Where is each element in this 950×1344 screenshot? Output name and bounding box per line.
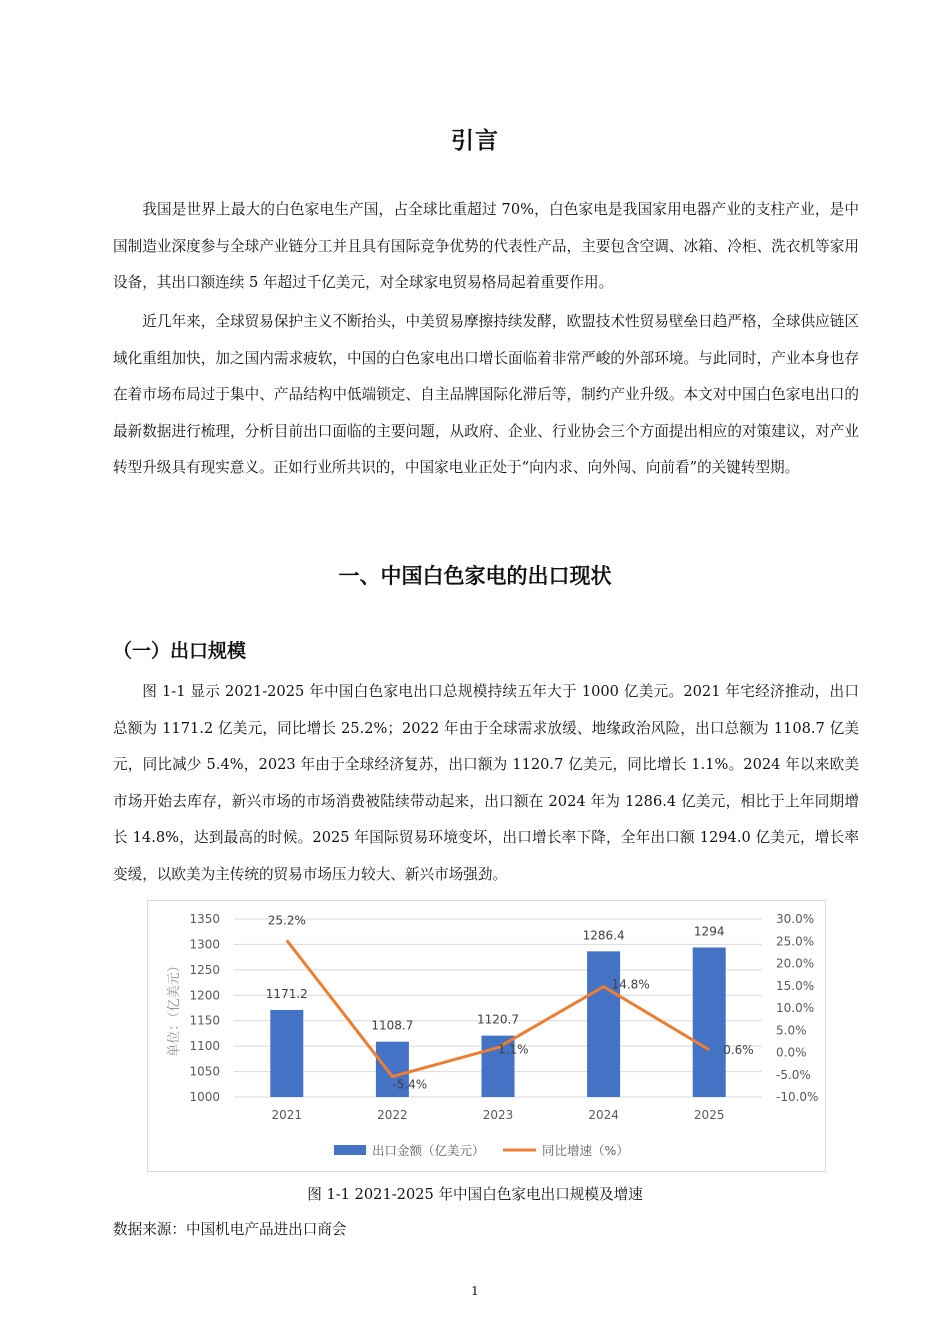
data-source: 数据来源：中国机电产品进出口商会	[113, 1221, 347, 1238]
line-point	[286, 940, 287, 941]
y2-tick-label: 30.0%	[776, 912, 815, 926]
y2-tick-label: 10.0%	[776, 1001, 815, 1015]
x-tick-label: 2022	[377, 1108, 408, 1122]
x-tick-label: 2025	[693, 1108, 725, 1122]
bar-data-label: 1171.2	[265, 986, 308, 1001]
y2-tick-label: -10.0%	[776, 1090, 819, 1104]
line-point	[603, 986, 604, 987]
bar-data-label: 1294	[693, 924, 725, 939]
y-tick-label: 1000	[189, 1090, 220, 1104]
bar	[587, 951, 620, 1097]
bar	[693, 947, 726, 1097]
legend-bar-label: 出口金额（亿美元）	[372, 1143, 485, 1158]
line-point	[709, 1049, 710, 1050]
y-tick-label: 1300	[189, 937, 220, 952]
bar	[270, 1010, 303, 1097]
y2-tick-label: 25.0%	[776, 934, 815, 949]
intro-paragraph-2: 近几年来，全球贸易保护主义不断抬头，中美贸易摩擦持续发酵，欧盟技术性贸易壁垒日趋严格，全球供应链区域化重组加快，加之国内需求疲软，中国的白色家电出口增长面临着非常严峻的外部环境。与此同时，产业本身也存在着市场布局过于集中、产品结构中低端锁定、自主品牌国际化滞后等，制约产业升级。本文对中国白色家电出口的最新数据进行梳理，分析目前出口面临的主要问题，从政府、企业、行业协会三个方面提出相应的对策建议，对产业转型升级具有现实意义。正如行业所共识的，中国家电业正处于“向内求、向外闯、向前看”的关键转型期。	[113, 313, 859, 476]
bar-data-label: 1286.4	[582, 928, 625, 943]
legend-line-label: 同比增速（%）	[542, 1143, 629, 1158]
chart-frame	[147, 900, 826, 1172]
page-title: 引言	[451, 128, 499, 154]
y2-tick-label: 5.0%	[776, 1023, 807, 1038]
y-tick-label: 1050	[189, 1064, 220, 1079]
bar-data-label: 1120.7	[477, 1012, 519, 1027]
section-title: 一、中国白色家电的出口现状	[338, 564, 612, 588]
x-tick-label: 2024	[588, 1108, 619, 1122]
y-tick-label: 1200	[189, 988, 220, 1003]
y2-tick-label: 20.0%	[776, 956, 815, 971]
y-axis-label: 单位：（亿美元）	[167, 959, 182, 1057]
y-tick-label: 1350	[189, 912, 220, 926]
subsection-title: （一）出口规模	[113, 640, 247, 662]
intro-paragraph-1: 我国是世界上最大的白色家电生产国，占全球比重超过 70%，白色家电是我国家用电器产业的支柱产业，是中国制造业深度参与全球产业链分工并且具有国际竞争优势的代表性产品，主要包含空调、冰箱、冷柜、洗衣机等家用设备，其出口额连续 5 年超过千亿美元，对全球家电贸易格局起着重要作用。	[113, 201, 859, 291]
y-tick-label: 1100	[189, 1039, 220, 1054]
y2-tick-label: -5.0%	[776, 1067, 811, 1082]
y2-tick-label: 15.0%	[776, 978, 815, 993]
export-scale-paragraph: 图 1-1 显示 2021-2025 年中国白色家电出口总规模持续五年大于 1000 亿美元。2021 年宅经济推动，出口总额为 1171.2 亿美元，同比增长 25.2%；2022 年由于全球需求放缓、地缘政治风险，出口总额为 1108.7 亿美元，同比减少 5.4%，2023 年由于全球经济复苏，出口额为 1120.7 亿美元，同比增长 1.1%。2024 年以来欧美市场开始去库存，新兴市场的市场消费被陆续带动起来，出口额在 2024 年为 1286.4 亿美元，相比于上年同期增长 14.8%，达到最高的时候。2025 年国际贸易环境变坏，出口增长率下降，全年出口额 1294.0 亿美元，增长率变缓，以欧美为主传统的贸易市场压力较大、新兴市场强劲。	[113, 683, 859, 883]
figure-caption: 图 1-1 2021-2025 年中国白色家电出口规模及增速	[307, 1186, 643, 1203]
line-data-label: -5.4%	[392, 1077, 428, 1092]
line-data-label: 25.2%	[267, 913, 306, 928]
line-data-label: 1.1%	[498, 1042, 529, 1057]
x-tick-label: 2021	[271, 1108, 303, 1122]
y2-tick-label: 0.0%	[776, 1045, 807, 1060]
legend-bar-swatch	[334, 1145, 366, 1155]
bar-data-label: 1108.7	[371, 1018, 414, 1033]
y-tick-label: 1250	[189, 962, 220, 977]
line-data-label: 0.6%	[723, 1042, 754, 1057]
y-tick-label: 1150	[189, 1013, 220, 1028]
line-data-label: 14.8%	[611, 977, 650, 992]
x-tick-label: 2023	[482, 1108, 514, 1122]
export-chart	[148, 901, 825, 1171]
page-number: 1	[471, 1284, 479, 1298]
